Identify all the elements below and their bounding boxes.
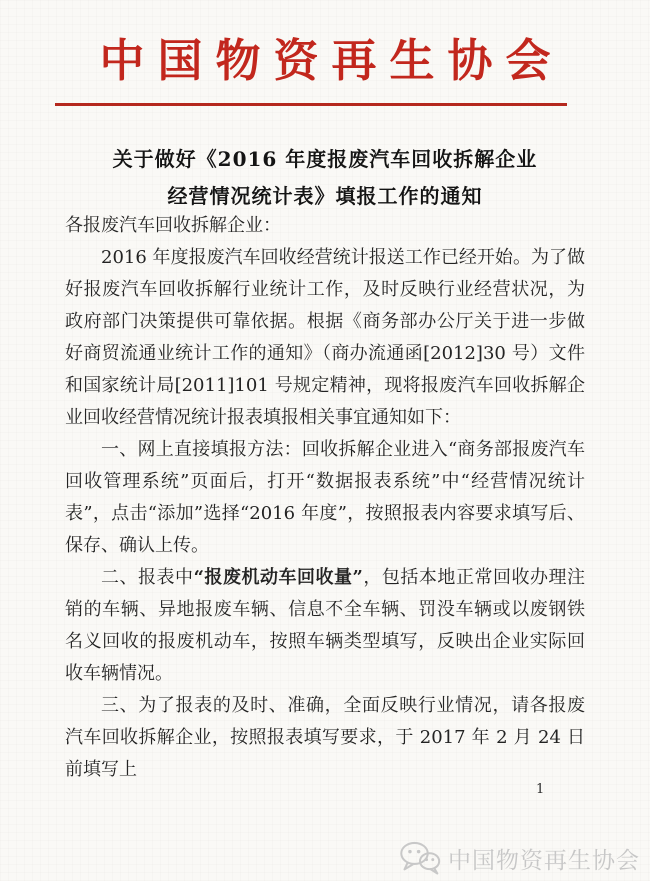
notice-title-line-2: 经营情况统计表》填报工作的通知	[167, 184, 483, 208]
watermark	[399, 840, 640, 876]
paragraph-item-2	[65, 562, 585, 690]
paragraph-intro: 2016 年度报废汽车回收经营统计报送工作已经开始。为了做好报废汽车回收拆解行业统计工作，及时反映行业经营状况，为政府部门决策提供可靠依据。根据《商务部办公厅关于进一步做好商贸流通业统计工作的通知》（商办流通函[2012]30 号）文件和国家统计局[2011]101 号规定精神，现将报废汽车回收拆解企业回收经营情况统计报表填报相关事宜通知如下：	[65, 247, 585, 428]
paragraph-item-2-lead: 二、报表中	[101, 567, 194, 588]
wechat-icon	[399, 840, 441, 876]
paragraph-item-3: 三、为了报表的及时、准确，全面反映行业情况，请各报废汽车回收拆解企业，按照报表填写要求，于 2017 年 2 月 24 日前填写上	[65, 695, 585, 780]
watermark-text: 中国物资再生协会	[448, 846, 640, 873]
paragraph-item-2-term: “报废机动车回收量”	[193, 567, 363, 588]
salutation: 各报废汽车回收拆解企业：	[65, 215, 281, 236]
paragraph-item-2-rest: ，包括本地正常回收办理注销的车辆、异地报废车辆、信息不全车辆、罚没车辆或以废钢铁名义回收的报废机动车，按照车辆类型填写，反映出企业实际回收车辆情况。	[65, 567, 586, 684]
notice-title-line-1: 关于做好《2016 年度报废汽车回收拆解企业	[112, 147, 538, 171]
notice-title	[0, 141, 650, 215]
page-number: 1	[536, 782, 545, 797]
org-name: 中国物资再生协会	[99, 34, 564, 87]
header-divider	[55, 103, 567, 106]
notice-body	[65, 210, 585, 786]
paragraph-item-1: 一、网上直接填报方法：回收拆解企业进入“商务部报废汽车回收管理系统”页面后，打开“数据报表系统”中“经营情况统计表”，点击“添加”选择“2016 年度”，按照报表内容要求填写后、保存、确认上传。	[65, 439, 585, 556]
